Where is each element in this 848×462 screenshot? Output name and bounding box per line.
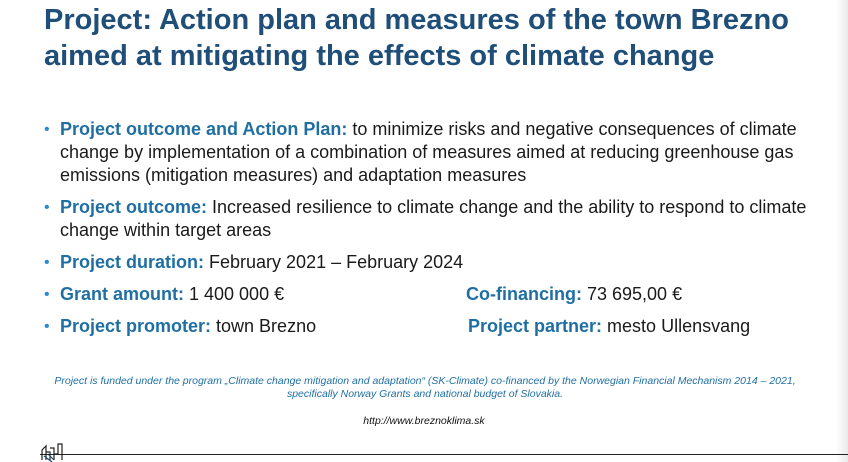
bullet-dot: • <box>44 121 50 138</box>
promoter-value: town Brezno <box>211 316 317 336</box>
town-skyline-logo-icon <box>40 436 74 462</box>
footer-divider <box>40 454 848 455</box>
website-url[interactable]: http://www.breznoklima.sk <box>363 415 485 427</box>
bullet-list <box>44 118 834 347</box>
bullet-label: Project outcome and Action Plan: <box>60 119 348 139</box>
bullet-item-parties <box>44 315 834 338</box>
project-promoter <box>60 315 468 338</box>
partner-label: Project partner: <box>468 316 603 336</box>
grant-amount <box>60 283 466 306</box>
parties-row <box>60 315 834 338</box>
cofinancing-label: Co-financing: <box>466 284 582 304</box>
bullet-item-outcome-action-plan <box>44 118 834 187</box>
funding-row <box>60 283 834 306</box>
bullet-text: February 2021 – February 2024 <box>204 252 464 272</box>
grant-label: Grant amount: <box>60 284 184 304</box>
cofinancing-value: 73 695,00 € <box>581 284 683 304</box>
bullet-dot: • <box>44 318 50 335</box>
partner-value: mesto Ullensvang <box>602 316 751 336</box>
bullet-text: to minimize risks and negative consequences of climate change by implementation of a combination of measures aimed at reducing greenhouse gas emissions (mitigation measures) and adaptation measures <box>60 119 797 185</box>
bullet-dot: • <box>44 286 50 303</box>
bullet-item-funding <box>44 283 834 306</box>
slide-edge-shadow <box>836 0 848 462</box>
promoter-label: Project promoter: <box>60 316 212 336</box>
bullet-item-outcome <box>44 196 834 242</box>
bullet-label: Project duration: <box>60 252 205 272</box>
bullet-text: Increased resilience to climate change and the ability to respond to climate change within target areas <box>60 197 807 240</box>
grant-value: 1 400 000 € <box>184 284 285 304</box>
slide-title: Project: Action plan and measures of the town Brezno aimed at mitigating the effects of climate change <box>44 4 789 72</box>
project-partner <box>468 315 750 338</box>
bullet-dot: • <box>44 254 50 271</box>
cofinancing <box>466 283 682 306</box>
bullet-dot: • <box>44 199 50 216</box>
funding-footnote: Project is funded under the program „Climate change mitigation and adaptation“ (SK-Climate) co-financed by the Norwegian Financial Mechanism 2014 – 2021, specifically Norway Grants and national budget of Slovakia. <box>54 375 796 400</box>
bullet-label: Project outcome: <box>60 197 208 217</box>
bullet-item-duration <box>44 251 834 274</box>
